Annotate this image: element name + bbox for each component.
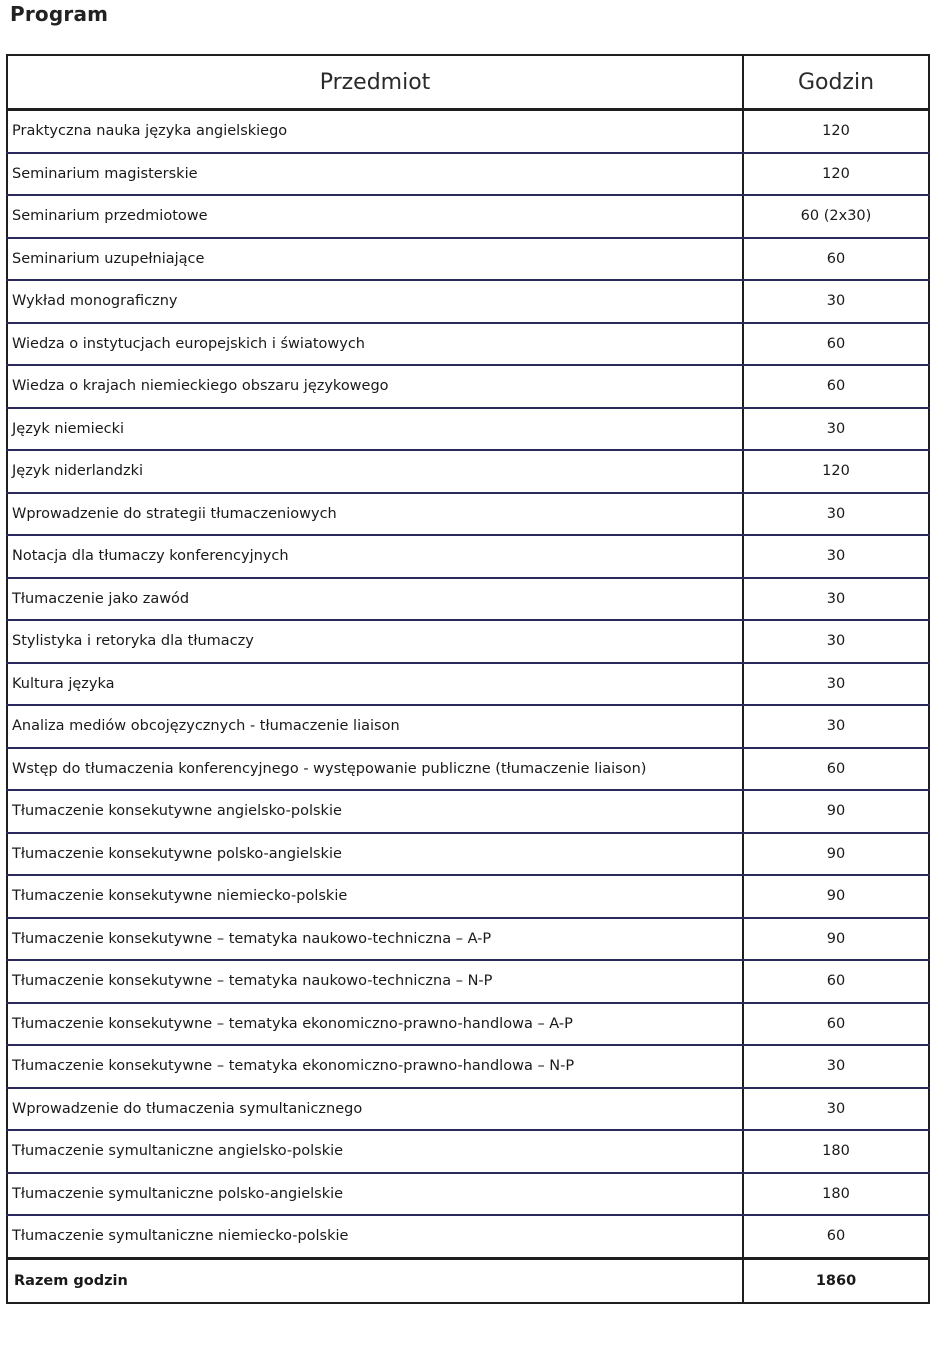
table-row [7,323,929,366]
column-header-hours: Godzin [743,55,929,110]
table-body [7,110,929,1259]
subject-cell: Tłumaczenie symultaniczne polsko-angielskie [7,1173,743,1216]
hours-cell: 30 [743,535,929,578]
hours-cell: 60 [743,238,929,281]
total-label: Razem godzin [7,1258,743,1303]
table-row [7,790,929,833]
table-row [7,620,929,663]
hours-cell: 30 [743,493,929,536]
subject-cell: Tłumaczenie symultaniczne angielsko-polskie [7,1130,743,1173]
hours-cell: 90 [743,833,929,876]
hours-cell: 120 [743,153,929,196]
hours-cell: 60 [743,323,929,366]
total-row [7,1258,929,1303]
table-row [7,493,929,536]
subject-cell: Tłumaczenie konsekutywne – tematyka naukowo-techniczna – N-P [7,960,743,1003]
total-value: 1860 [743,1258,929,1303]
table-row [7,280,929,323]
table-row [7,578,929,621]
table-row [7,1130,929,1173]
table-row [7,1088,929,1131]
subject-cell: Notacja dla tłumaczy konferencyjnych [7,535,743,578]
subject-cell: Język niemiecki [7,408,743,451]
table-row [7,833,929,876]
table-row [7,365,929,408]
column-header-subject: Przedmiot [7,55,743,110]
hours-cell: 90 [743,875,929,918]
page-title: Program [10,2,109,26]
hours-cell: 30 [743,620,929,663]
hours-cell: 60 [743,365,929,408]
subject-cell: Wstęp do tłumaczenia konferencyjnego - występowanie publiczne (tłumaczenie liaison) [7,748,743,791]
hours-cell: 90 [743,790,929,833]
table-row [7,535,929,578]
table-row [7,875,929,918]
hours-cell: 30 [743,705,929,748]
subject-cell: Seminarium przedmiotowe [7,195,743,238]
hours-cell: 30 [743,663,929,706]
table-row [7,663,929,706]
table-header-row [7,55,929,110]
hours-cell: 60 [743,1003,929,1046]
subject-cell: Wiedza o krajach niemieckiego obszaru językowego [7,365,743,408]
table-row [7,1215,929,1258]
hours-cell: 60 [743,748,929,791]
table-row [7,1045,929,1088]
table-row [7,705,929,748]
subject-cell: Praktyczna nauka języka angielskiego [7,110,743,153]
subject-cell: Seminarium uzupełniające [7,238,743,281]
program-table [6,54,930,1304]
table-row [7,1173,929,1216]
subject-cell: Seminarium magisterskie [7,153,743,196]
hours-cell: 30 [743,408,929,451]
hours-cell: 60 [743,960,929,1003]
subject-cell: Tłumaczenie konsekutywne polsko-angielskie [7,833,743,876]
hours-cell: 30 [743,1045,929,1088]
table-row [7,195,929,238]
hours-cell: 30 [743,578,929,621]
subject-cell: Tłumaczenie symultaniczne niemiecko-polskie [7,1215,743,1258]
table-row [7,918,929,961]
hours-cell: 120 [743,450,929,493]
table-row [7,450,929,493]
subject-cell: Wiedza o instytucjach europejskich i światowych [7,323,743,366]
subject-cell: Tłumaczenie konsekutywne – tematyka ekonomiczno-prawno-handlowa – N-P [7,1045,743,1088]
table-row [7,153,929,196]
table-row [7,1003,929,1046]
subject-cell: Wprowadzenie do strategii tłumaczeniowych [7,493,743,536]
hours-cell: 90 [743,918,929,961]
subject-cell: Język niderlandzki [7,450,743,493]
subject-cell: Kultura języka [7,663,743,706]
hours-cell: 180 [743,1130,929,1173]
table-row [7,748,929,791]
table-row [7,110,929,153]
subject-cell: Wprowadzenie do tłumaczenia symultanicznego [7,1088,743,1131]
subject-cell: Tłumaczenie konsekutywne – tematyka ekonomiczno-prawno-handlowa – A-P [7,1003,743,1046]
subject-cell: Tłumaczenie jako zawód [7,578,743,621]
hours-cell: 30 [743,280,929,323]
subject-cell: Stylistyka i retoryka dla tłumaczy [7,620,743,663]
subject-cell: Analiza mediów obcojęzycznych - tłumaczenie liaison [7,705,743,748]
hours-cell: 30 [743,1088,929,1131]
hours-cell: 60 (2x30) [743,195,929,238]
subject-cell: Tłumaczenie konsekutywne – tematyka naukowo-techniczna – A-P [7,918,743,961]
hours-cell: 60 [743,1215,929,1258]
table-row [7,408,929,451]
table-row [7,960,929,1003]
subject-cell: Tłumaczenie konsekutywne niemiecko-polskie [7,875,743,918]
subject-cell: Wykład monograficzny [7,280,743,323]
hours-cell: 120 [743,110,929,153]
table-row [7,238,929,281]
hours-cell: 180 [743,1173,929,1216]
subject-cell: Tłumaczenie konsekutywne angielsko-polskie [7,790,743,833]
